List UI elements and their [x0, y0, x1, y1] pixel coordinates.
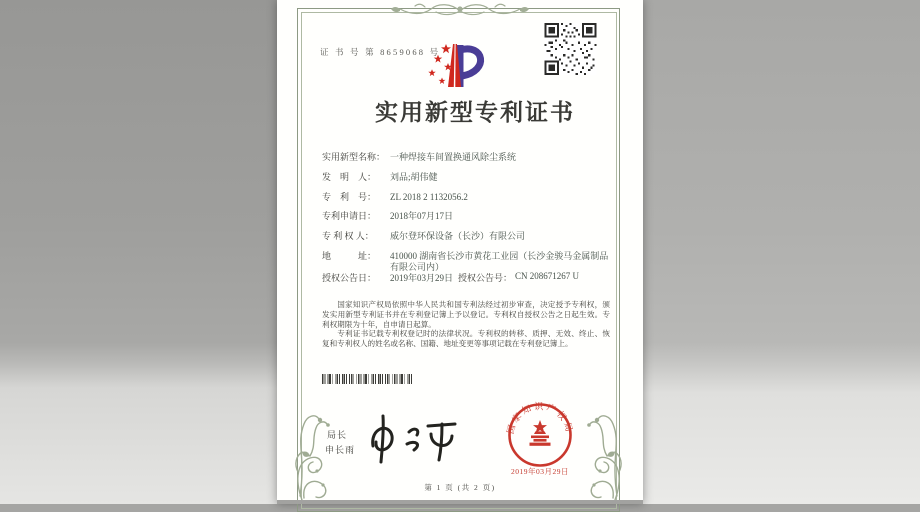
corner-flourish-right-icon: [567, 410, 625, 502]
field-value: ZL 2018 2 1132056.2: [390, 192, 468, 202]
field-label: 专 利 权 人：: [322, 231, 374, 241]
field-label: 专 利 号：: [322, 192, 377, 202]
cnipa-logo-icon: [426, 41, 492, 90]
field-label: 发 明 人：: [322, 172, 377, 182]
seal-date: 2019年03月29日: [511, 467, 569, 476]
certificate-page: [277, 0, 643, 504]
paper-bottom-edge: [277, 500, 643, 504]
grant-date-value: 2019年03月29日: [390, 273, 454, 283]
legal-text: [322, 300, 610, 349]
director-name: 申长雨: [325, 445, 356, 455]
legal-paragraph-2: 专利证书记载专利权登记时的法律状况。专利权的转移、质押、无效、终止、恢复和专利权人的姓名或名称、国籍、地址变更等事项记载在专利登记簿上。: [322, 329, 610, 349]
official-seal: [505, 400, 575, 470]
qr-code: [544, 23, 597, 75]
director-title: 局长: [327, 430, 348, 440]
grant-row: [322, 271, 613, 283]
page-footer: 第 1 页 (共 2 页): [424, 483, 496, 492]
director-signature-icon: [365, 412, 459, 466]
certificate-number: 证 书 号 第 8659068 号: [320, 47, 441, 57]
grant-date-label: 授权公告日：: [322, 273, 377, 283]
certificate-title: 实用新型专利证书: [375, 100, 575, 125]
field-value: 2018年07月17日: [390, 211, 454, 221]
field-value: 410000 湖南省长沙市黄花工业园（长沙金骏马金属制品有限公司内）: [390, 251, 609, 272]
field-label: 地 址：: [322, 251, 377, 261]
grant-number-label: 授权公告号：: [458, 273, 513, 283]
field-label: 实用新型名称：: [322, 152, 386, 162]
field-value: 刘品;胡伟健: [390, 172, 438, 182]
legal-paragraph-1: 国家知识产权局依照中华人民共和国专利法经过初步审查，决定授予专利权，颁发实用新型专利证书并在专利登记簿上予以登记。专利权自授权公告之日起生效。专利权期限为十年，自申请日起算。: [322, 300, 610, 329]
field-value: 一种焊接车间置换通风除尘系统: [390, 152, 517, 162]
field-value: 威尔登环保设备（长沙）有限公司: [390, 231, 526, 241]
background-wall-right: [641, 0, 920, 504]
corner-flourish-left-icon: [292, 410, 350, 502]
svg-text:国家知识产权局: 国家知识产权局: [505, 401, 575, 435]
background-wall-left: [0, 0, 279, 504]
field-label: 专利申请日：: [322, 211, 377, 221]
grant-number-value: CN 208671267 U: [515, 271, 580, 281]
barcode: [322, 374, 413, 384]
top-border-ornament-icon: [385, 0, 535, 19]
